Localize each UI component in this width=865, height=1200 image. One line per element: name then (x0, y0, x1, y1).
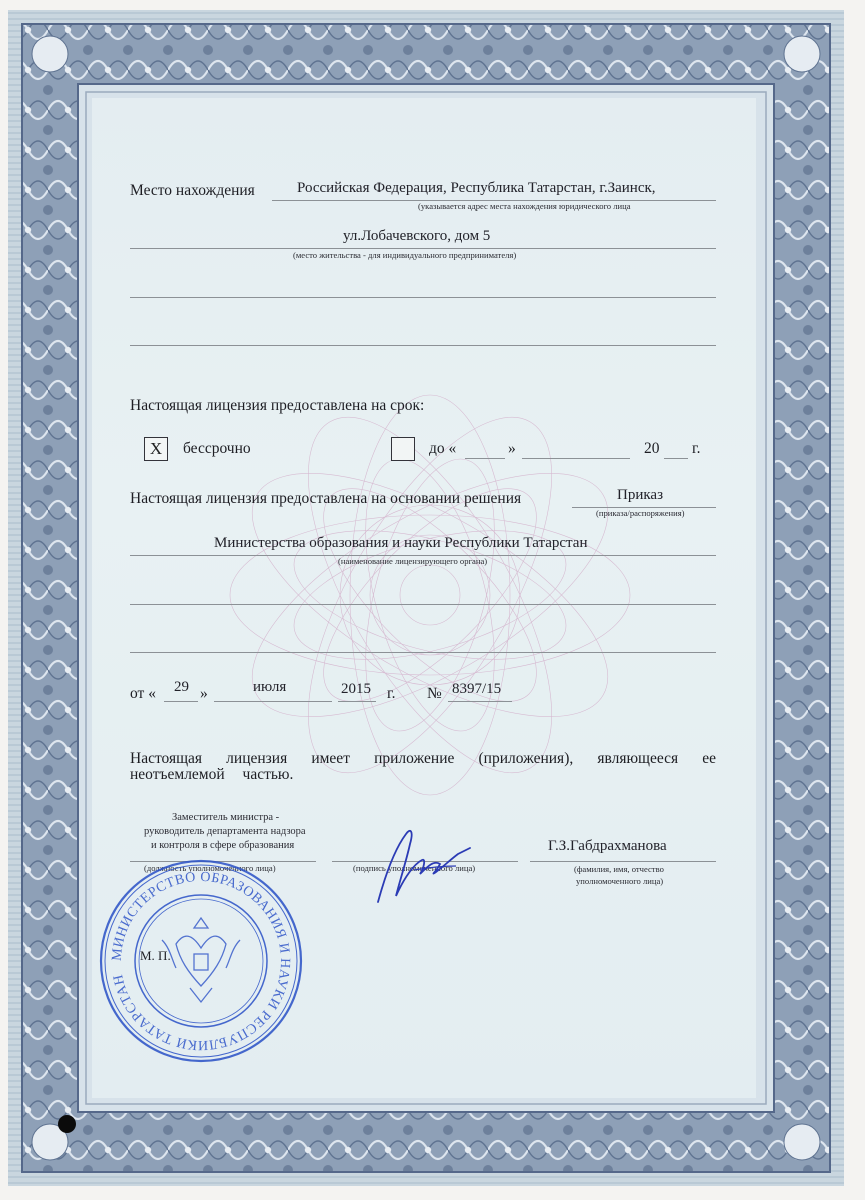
date-year-suffix: г. (387, 685, 396, 702)
seal-ring-text: МИНИСТЕРСТВО ОБРАЗОВАНИЯ И НАУКИ РЕСПУБЛИКИ ТАТАРСТАН (109, 869, 293, 1053)
blank-rule (130, 604, 716, 605)
decision-type: Приказ (617, 487, 664, 503)
date-day-rule (164, 701, 198, 702)
date-from-label: от « (130, 685, 156, 702)
licensing-authority: Министерства образования и науки Республики Татарстан (214, 535, 588, 551)
indefinite-checkbox: X (144, 437, 168, 461)
location-line2-rule (130, 248, 716, 249)
until-quote-close: » (508, 440, 516, 457)
date-month: июля (253, 679, 287, 695)
date-month-rule (214, 701, 332, 702)
location-caption1: (указывается адрес места нахождения юридического лица (418, 201, 631, 211)
until-year-rule (664, 458, 688, 459)
date-day: 29 (174, 679, 189, 695)
handwritten-signature (370, 820, 480, 910)
indefinite-label: бессрочно (183, 440, 251, 457)
location-line1: Российская Федерация, Республика Татарстан, г.Заинск, (297, 180, 656, 196)
term-heading: Настоящая лицензия предоставлена на срок: (130, 397, 425, 414)
position-caption: (должность уполномоченного лица) (144, 863, 276, 873)
until-year-prefix: 20 (644, 440, 660, 457)
name-caption-line2: уполномоченного лица) (576, 876, 664, 886)
appendix-statement-line2: неотъемлемой частью. (130, 766, 294, 783)
signature-caption: (подпись уполномоченного лица) (353, 863, 476, 873)
position-line2: руководитель департамента надзора (144, 826, 306, 837)
svg-text:МИНИСТЕРСТВО ОБРАЗОВАНИЯ И НАУ (110, 870, 292, 1052)
license-number: 8397/15 (452, 681, 502, 697)
basis-heading: Настоящая лицензия предоставлена на основании решения (130, 490, 522, 507)
decision-caption: (приказа/распоряжения) (596, 508, 685, 518)
location-line2: ул.Лобачевского, дом 5 (343, 228, 491, 244)
blank-rule (130, 345, 716, 346)
name-rule (530, 861, 716, 862)
blank-rule (130, 652, 716, 653)
punch-hole (58, 1115, 76, 1133)
date-year-rule (338, 701, 376, 702)
stamp-placeholder-label: М. П. (140, 948, 171, 963)
date-year: 2015 (341, 681, 371, 697)
license-number-rule (448, 701, 512, 702)
location-label: Место нахождения (130, 182, 255, 199)
official-seal (96, 856, 306, 1066)
position-line3: и контроля в сфере образования (151, 840, 295, 851)
signatory-name: Г.З.Габдрахманова (548, 838, 667, 854)
until-year-suffix: г. (692, 440, 701, 457)
until-checkbox (391, 437, 415, 461)
until-prefix: до « (429, 440, 457, 457)
authority-caption: (наименование лицензирующего органа) (338, 556, 488, 566)
name-caption-line1: (фамилия, имя, отчество (574, 864, 664, 874)
until-month-rule (522, 458, 630, 459)
blank-rule (130, 297, 716, 298)
date-quote-close: » (200, 685, 208, 702)
position-line1: Заместитель министра - (172, 812, 280, 823)
number-sign: № (427, 685, 442, 702)
appendix-statement-line1: Настоящая лицензия имеет приложение (приложения), являющееся ее (130, 750, 716, 767)
location-caption2: (место жительства - для индивидуального предпринимателя) (293, 250, 517, 260)
until-day-rule (465, 458, 505, 459)
